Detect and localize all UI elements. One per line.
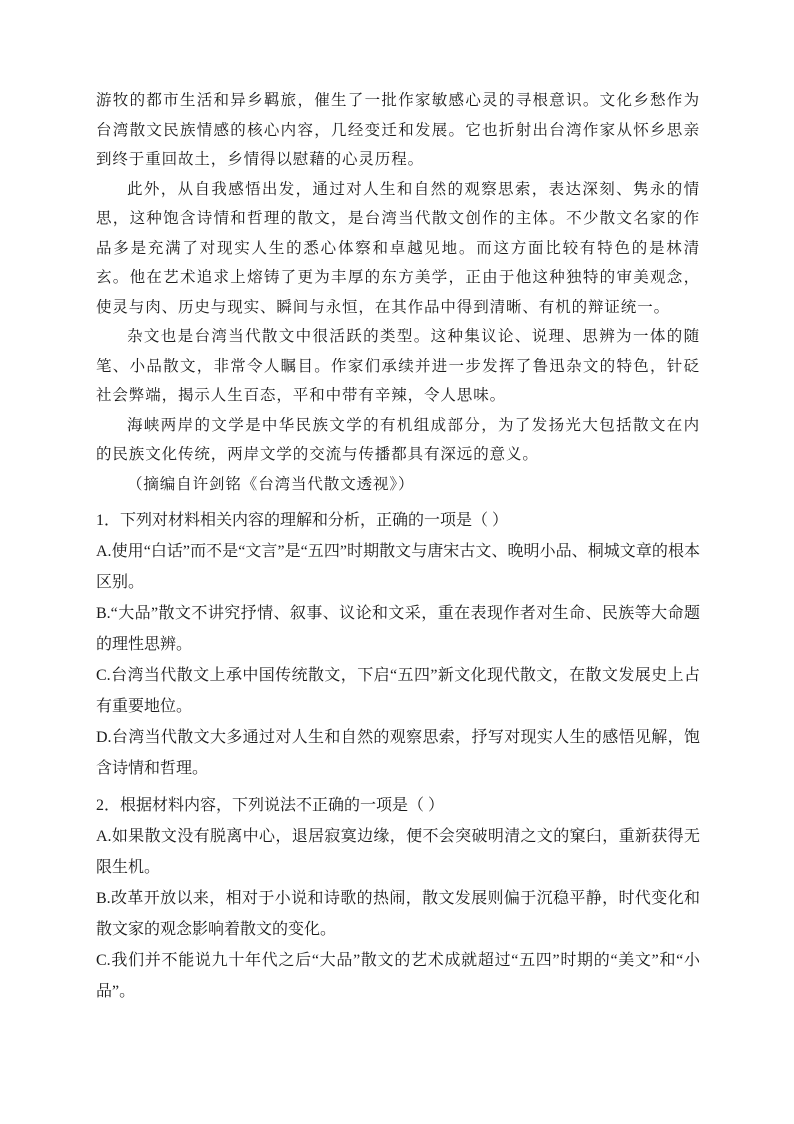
passage-paragraph: 海峡两岸的文学是中华民族文学的有机组成部分，为了发扬光大包括散文在内的民族文化传统，两岸文学的交流与传播都具有深远的意义。 bbox=[96, 415, 700, 463]
question-stem: 2．根据材料内容，下列说法不正确的一项是（ ） bbox=[96, 797, 445, 814]
option-b: B.改革开放以来，相对于小说和诗歌的热闹，散文发展则偏于沉稳平静，时代变化和散文家的观念影响着散文的变化。 bbox=[96, 890, 700, 938]
questions-section bbox=[96, 505, 700, 1007]
reading-passage bbox=[96, 86, 700, 499]
option-a: A.使用“白话”而不是“文言”是“五四”时期散文与唐宋古文、晚明小品、桐城文章的根本区别。 bbox=[96, 543, 700, 591]
question-stem: 1．下列对材料相关内容的理解和分析，正确的一项是（ ） bbox=[96, 512, 509, 529]
option-b: B.“大品”散文不讲究抒情、叙事、议论和文采，重在表现作者对生命、民族等大命题的理性思辨。 bbox=[96, 605, 700, 653]
passage-paragraph: 杂文也是台湾当代散文中很活跃的类型。这种集议论、说理、思辨为一体的随笔、小品散文，非常令人瞩目。作家们承续并进一步发挥了鲁迅杂文的特色，针砭社会弊端，揭示人生百态，平和中带有辛辣，令人思味。 bbox=[96, 327, 700, 404]
passage-paragraph: 此外，从自我感悟出发，通过对人生和自然的观察思索，表达深刻、隽永的情思，这种饱含诗情和哲理的散文，是台湾当代散文创作的主体。不少散文名家的作品多是充满了对现实人生的悉心体察和卓越见地。而这方面比较有特色的是林清玄。他在艺术追求上熔铸了更为丰厚的东方美学，正由于他这种独特的审美观念，使灵与肉、历史与现实、瞬间与永恒，在其作品中得到清晰、有机的辩证统一。 bbox=[96, 179, 700, 316]
page-content bbox=[96, 86, 700, 1007]
option-c: C.我们并不能说九十年代之后“大品”散文的艺术成就超过“五四”时期的“美文”和“小品”。 bbox=[96, 952, 700, 1000]
option-a: A.如果散文没有脱离中心，退居寂寞边缘，便不会突破明清之文的窠臼，重新获得无限生机。 bbox=[96, 828, 700, 876]
option-d: D.台湾当代散文大多通过对人生和自然的观察思索，抒写对现实人生的感悟见解，饱含诗情和哲理。 bbox=[96, 729, 700, 777]
option-c: C.台湾当代散文上承中国传统散文，下启“五四”新文化现代散文，在散文发展史上占有重要地位。 bbox=[96, 667, 700, 715]
question-2 bbox=[96, 790, 700, 1007]
passage-source: （摘编自许剑铭《台湾当代散文透视》） bbox=[127, 474, 415, 493]
question-1 bbox=[96, 505, 700, 784]
passage-paragraph: 游牧的都市生活和异乡羁旅，催生了一批作家敏感心灵的寻根意识。文化乡愁作为台湾散文民族情感的核心内容，几经变迁和发展。它也折射出台湾作家从怀乡思亲到终于重回故土，乡情得以慰藉的心灵历程。 bbox=[96, 91, 700, 168]
